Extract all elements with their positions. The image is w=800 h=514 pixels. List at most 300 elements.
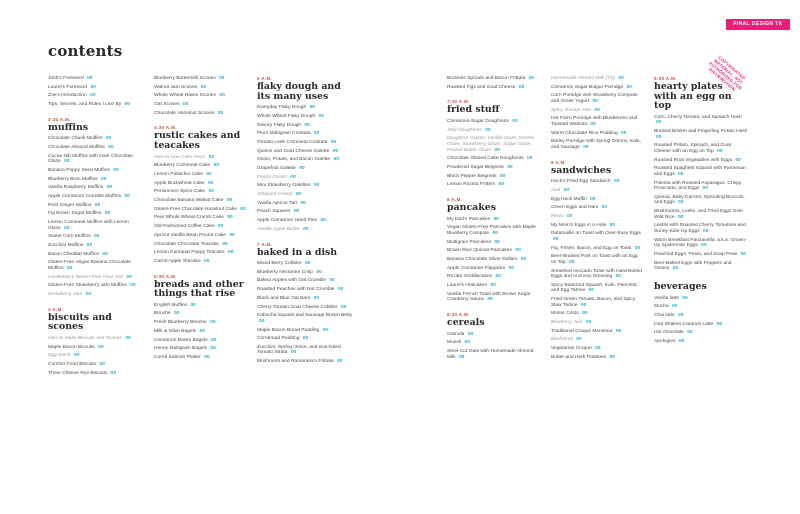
entry-title: Lemon Ricotta Fritters [447,182,496,188]
entry-title: Blueberry Bran Muffins [48,176,98,182]
toc-entry[interactable] [447,165,543,171]
page-number: 00 [656,134,662,140]
page-number: 00 [512,118,518,124]
entry-title: Corn, Cherry Tomato, and Spinach Hash [654,114,742,120]
toc-entry[interactable] [447,292,543,303]
page-number: 00 [309,105,316,111]
toc-entry[interactable] [551,76,643,82]
page-number: 00 [302,336,309,342]
section-time: 7 A.M. [257,241,273,247]
entry-title: Comfort Food Biscuits [48,362,97,368]
toc-entry[interactable] [154,215,246,221]
toc-entry[interactable] [154,355,246,361]
page-number: 00 [227,215,233,221]
toc-entry[interactable] [257,270,353,276]
page-number: 00 [64,159,70,165]
toc-entry[interactable] [48,283,143,289]
page-number: 00 [499,173,506,179]
toc-entry[interactable] [257,131,353,137]
entry-title: Apricot Vanilla Bean Pound Cake [154,232,226,238]
toc-entry[interactable] [654,158,748,164]
toc-entry[interactable] [551,337,643,343]
entry-title: Roasted Figs and Goat Cheese [447,84,516,90]
toc-entry[interactable] [48,234,143,240]
toc-entry[interactable] [48,336,143,342]
entry-title: My Mom's Eggs in a Hole [551,222,607,228]
toc-entry[interactable] [48,177,143,183]
toc-entry[interactable] [257,359,353,365]
toc-entry[interactable] [551,311,643,317]
page-number: 00 [494,147,500,153]
toc-entry[interactable] [48,168,143,174]
toc-entry[interactable] [257,218,353,224]
entry-title: Chocolate Glazed Cake Doughnuts [447,156,524,162]
toc-entry[interactable] [154,102,246,108]
entry-title: Mixed Berry Cobbler [257,261,302,267]
toc-entry[interactable] [257,201,353,207]
toc-entry[interactable] [447,119,543,125]
page-number: 00 [208,154,214,160]
entry-title: Cherry Tomato Goat Cheese Cobbler [257,304,338,310]
page-number: 00 [86,243,93,249]
toc-entry[interactable] [447,248,543,254]
toc-entry[interactable] [48,185,143,191]
page-number: 00 [290,174,296,180]
toc-entry[interactable] [48,345,143,351]
entry-title: Vanilla Apple Butter [257,226,300,232]
toc-entry[interactable] [257,345,353,356]
section-time: 4 A.M. [48,306,64,312]
toc-entry[interactable] [154,329,246,335]
entry-title: Aioli [551,187,561,193]
page-number: 00 [716,321,723,327]
toc-entry[interactable] [48,243,143,249]
entry-title: Fried Green Tomato, Bacon, and Spicy Slaw Tartine [551,297,636,308]
toc-entry[interactable] [654,223,748,234]
entry-title: Cinnamon-Sugar Doughnuts [447,118,509,124]
toc-entry[interactable] [154,303,246,309]
entry-title: Brioche [154,311,171,317]
entry-title: Banana Chocolate Silver Dollars [447,256,518,262]
toc-entry[interactable] [447,136,543,153]
entry-title: Hot chocolate [654,330,684,336]
page-number: 00 [341,304,347,310]
entry-title: Roasted Root Vegetables with Eggs [654,157,733,163]
entry-title: Carrot Apple Teacake [154,258,201,264]
toc-entry[interactable] [154,163,246,169]
toc-entry[interactable] [447,217,543,223]
page-number: 00 [200,84,207,90]
page-number: 00 [678,200,684,206]
toc-entry[interactable] [257,296,353,302]
page-number: 00 [113,168,119,173]
page-number: 00 [329,278,335,284]
toc-entry[interactable] [654,181,748,192]
toc-entry[interactable] [654,129,748,140]
page-number: 00 [464,340,470,346]
section-time: 4:30 A.M. [154,125,177,131]
toc-entry[interactable] [154,111,246,117]
toc-entry[interactable] [48,371,143,377]
toc-entry[interactable] [654,261,748,272]
toc-entry[interactable] [257,192,353,198]
toc-entry[interactable] [447,76,543,82]
toc-entry[interactable] [551,214,643,220]
toc-entry[interactable] [447,349,543,360]
entry-title: Cured Salmon Platter [154,354,201,360]
entry-title: Baked Apples with Oat Crumble [257,278,327,284]
page-number: 00 [487,297,493,303]
toc-entry[interactable] [551,231,643,242]
entry-title: Persimmon Spice Cake [154,189,206,195]
entry-title: Maple Bacon Bread Pudding [257,327,320,333]
entry-title: Butter and Herb Potatoes [551,354,607,360]
toc-entry[interactable] [154,172,246,178]
entry-title: Vanilla Raspberry Muffins [48,185,104,191]
entry-title: Laurel's Foreword [48,84,87,90]
toc-entry[interactable] [447,332,543,338]
entry-title: Zucchini, Spring Onion, and Sun-Dried Tomato Strata [257,344,341,356]
section-title: muffins [48,121,89,133]
entry-title: Vegan Gluten-Free Pancakes with Maple Blueberry Compote [447,225,536,236]
page-number: 00 [105,136,112,142]
page-number: 00 [717,148,723,154]
toc-entry[interactable] [551,131,643,137]
toc-entry[interactable] [654,209,748,220]
toc-entry[interactable] [154,320,246,326]
page-number: 00 [125,336,131,341]
page-number: 00 [173,311,180,317]
entry-title: Quinoa, Baby Carrots, Sprouting Broccoli, and Eggs [654,194,745,206]
toc-entry[interactable] [551,139,643,150]
toc-entry[interactable] [551,346,643,352]
section-title: fried stuff [447,104,500,116]
toc-entry[interactable] [551,283,643,294]
toc-column [551,76,643,364]
entry-title: Black Pepper Beignets [447,173,497,179]
toc-entry[interactable] [154,155,246,161]
entry-title: Chocolate Almond Muffins [48,145,105,151]
entry-title: Milk & Olive Bagels [154,328,197,334]
page-number: 00 [672,304,678,310]
toc-entry[interactable] [154,250,246,256]
page-number: 00 [240,206,246,212]
page-number: 00 [687,330,693,336]
page-number: 00 [199,328,205,334]
section-time: 3:30 A.M. [48,116,71,122]
entry-title: Mini Strawberry Galettes [257,183,311,189]
toc-entry[interactable] [154,259,246,265]
toc-entry[interactable] [551,85,643,91]
toc-entry[interactable] [154,224,246,230]
toc-entry[interactable] [447,240,543,246]
toc-entry[interactable] [257,105,353,111]
entry-title: English Muffins [154,302,188,308]
toc-entry[interactable] [654,313,748,319]
page-number: 00 [219,76,225,81]
entry-title: Zoe's Introduction [48,93,87,99]
toc-entry[interactable] [48,93,143,99]
toc-entry[interactable] [48,102,143,108]
toc-entry[interactable] [257,209,353,215]
toc-column [48,76,143,379]
toc-entry[interactable] [154,93,246,99]
toc-entry[interactable] [551,205,643,211]
entry-title: Honey Multigrain Bagels [154,346,208,352]
toc-entry[interactable] [447,274,543,280]
entry-title: Fig, Frisée, Bacon, and Egg on Toast [551,245,632,251]
toc-entry[interactable] [154,198,246,204]
toc-entry[interactable] [48,292,143,298]
toc-entry[interactable] [551,254,643,265]
page-number: 00 [583,144,589,150]
toc-entry[interactable] [654,143,748,154]
toc-entry[interactable] [447,174,543,180]
entry-title: Black and Blue Oat Bars [257,295,311,301]
toc-entry[interactable] [257,227,353,233]
entry-title: Traditional Croque Monsieur [551,328,613,334]
toc-entry[interactable] [257,175,353,181]
toc-entry[interactable] [48,252,143,258]
page-number: 00 [94,202,101,208]
toc-entry[interactable] [447,340,543,346]
toc-entry[interactable] [551,93,643,104]
toc-entry[interactable] [154,207,246,213]
toc-entry[interactable] [257,305,353,311]
page-number: 00 [90,84,96,90]
toc-entry[interactable] [551,223,643,229]
toc-entry[interactable] [257,336,353,342]
entry-title: Plum Multigrain Crostata [257,131,311,137]
toc-entry[interactable] [447,257,543,263]
toc-entry[interactable] [654,330,748,336]
page-number: 00 [626,84,632,90]
page-number: 00 [126,274,132,280]
entry-title: Tomato Leek Cornmeal Crostata [257,139,328,145]
toc-entry[interactable] [551,197,643,203]
entry-title: Whole Wheat Raisin Scones [154,93,216,99]
page-number: 00 [582,311,588,317]
entry-title: Lemon Kumquat Poppy Teacake [154,250,225,256]
toc-entry[interactable] [551,179,643,185]
page-number: 00 [634,245,641,251]
entry-title: Bacon Cheddar Muffins [48,251,100,257]
page-number: 00 [313,295,320,301]
toc-entry[interactable] [551,355,643,361]
page-number: 00 [682,295,688,301]
toc-entry[interactable] [257,140,353,146]
section-title: pancakes [447,201,496,213]
entry-title: Chocolate Chocolate Teacake [154,241,219,247]
section-time: 9 A.M. [551,159,567,165]
toc-entry[interactable] [48,275,143,281]
toc-entry[interactable] [447,225,543,236]
toc-entry[interactable] [257,157,353,163]
entry-title: Warm Chocolate Rice Pudding [551,130,618,136]
toc-entry[interactable] [551,320,643,326]
entry-title: Apple Cinnamon Hand Pies [257,218,318,224]
toc-entry[interactable] [48,85,143,91]
page-number: 00 [588,288,594,294]
entry-title: Pastry Cream [257,174,287,180]
toc-entry[interactable] [654,238,748,249]
toc-entry[interactable] [154,311,246,317]
toc-entry[interactable] [447,283,543,289]
page-number: 00 [64,225,70,231]
entry-title: Oat Scones [154,102,180,108]
entry-title: Banana Poppy Seed Muffins [48,168,110,173]
toc-entry[interactable] [551,116,643,127]
entry-title: Blueberry Jam [551,320,583,326]
page-number: 00 [490,282,496,288]
section-title: biscuits and scones [48,311,112,333]
toc-entry[interactable] [447,156,543,162]
page-number: 00 [621,130,627,136]
page-number: 00 [106,185,113,191]
toc-entry[interactable] [257,313,353,324]
page-number: 00 [576,337,582,343]
toc-entry[interactable] [154,242,246,248]
toc-column [447,76,543,363]
page-number: 00 [313,131,320,137]
toc-entry[interactable] [154,189,246,195]
toc-entry[interactable] [654,322,748,328]
toc-entry[interactable] [257,114,353,120]
page-number: 00 [615,328,622,334]
entry-title: Cornbread Pudding [257,336,300,342]
toc-entry[interactable] [654,304,748,310]
entry-title: Mushroom and Romanesco Frittata [257,359,334,365]
toc-entry[interactable] [551,329,643,335]
toc-entry[interactable] [654,339,748,345]
page-number: 00 [678,214,684,220]
toc-entry[interactable] [447,266,543,272]
toc-entry[interactable] [551,269,643,280]
page-number: 00 [528,76,535,81]
entry-title: Blueberry Buttermilk Scones [154,76,216,81]
entry-title: Josh's Foreword [48,76,84,81]
toc-entry[interactable] [154,181,246,187]
entry-title: Homemade Almond Milk (TK) [551,76,615,81]
entry-title: How to Make Biscuits and Scones [48,336,122,341]
page-number: 00 [217,224,224,230]
toc-entry[interactable] [48,154,143,165]
toc-entry[interactable] [48,76,143,82]
page-number: 00 [590,121,596,127]
toc-entry[interactable] [551,108,643,114]
toc-entry[interactable] [257,261,353,267]
toc-entry[interactable] [257,166,353,172]
entry-title: Cocoa Nib Muffins with Dark Chocolate Glaze [48,153,133,165]
page-number: 00 [318,113,324,119]
section-title: beverages [654,280,707,292]
toc-entry[interactable] [257,278,353,284]
page-number: 00 [313,183,320,189]
entry-title: Egg Wash [48,353,71,359]
toc-entry[interactable] [654,252,748,258]
entry-title: Lemon Cornmeal Muffins with Lemon Glaze [48,220,129,231]
page-number: 00 [332,148,339,154]
entry-title: Spicy Butternut Squash, Kale, Pancetta, and Egg Tartine [551,282,638,294]
toc-entry[interactable] [447,85,543,91]
entry-title: Everyday Flaky Dough [257,105,307,111]
toc-entry[interactable] [654,166,748,177]
toc-entry[interactable] [154,338,246,344]
toc-entry[interactable] [48,362,143,368]
page-number: 00 [337,359,343,365]
toc-entry[interactable] [654,115,748,126]
section-title: breads and other things that rise [154,278,244,300]
toc-entry[interactable] [48,220,143,231]
page-number: 00 [485,127,491,133]
entry-title: Laurel's Hoecakes [447,282,488,288]
page-number: 00 [735,157,741,163]
toc-entry[interactable] [257,149,353,155]
page-number: 00 [601,205,608,211]
toc-entry[interactable] [447,128,543,134]
toc-entry[interactable] [257,123,353,129]
page-number: 00 [493,216,499,222]
toc-entry[interactable] [551,188,643,194]
entry-title: Braised Brisket and Fingerling Potato Hash [654,129,748,135]
entry-title: Savory Flaky Dough [257,122,302,128]
entry-title: Egg Huck Muffin [551,196,587,202]
toc-entry[interactable] [654,296,748,302]
entry-title: Green Eggs and Ham [551,205,599,211]
toc-entry[interactable] [48,145,143,151]
toc-entry[interactable] [48,203,143,209]
entry-title: Blueberry Cornmeal Cake [154,163,211,169]
toc-entry[interactable] [154,76,246,82]
entry-title: Apple Cinnamon Crumble Muffins [48,194,122,200]
entry-title: Iced Shaken Caramel Latte [654,321,714,327]
entry-title: Beer-Baked Eggs with Peppers and Onions [654,260,732,272]
page-number: 00 [656,120,662,126]
toc-entry[interactable] [154,85,246,91]
toc-entry[interactable] [154,346,246,352]
page-number: 00 [207,180,214,186]
page-number: 00 [210,320,216,326]
toc-entry[interactable] [48,136,143,142]
toc-entry[interactable] [154,233,246,239]
page-number: 00 [124,102,131,108]
entry-title: Mocha [654,304,669,310]
toc-entry[interactable] [257,183,353,189]
page-number: 00 [93,234,100,240]
entry-title: Whole Wheat Flaky Dough [257,113,316,119]
page-number: 00 [701,243,707,249]
toc-entry[interactable] [551,246,643,252]
toc-entry[interactable] [551,297,643,308]
entry-title: Strawberry Jam [48,292,83,298]
entry-title: Ricotta Griddlecakes [447,274,493,280]
toc-entry[interactable] [257,328,353,334]
toc-entry[interactable] [48,194,143,200]
page-number: 00 [520,256,527,262]
toc-entry[interactable] [48,211,143,217]
page-number: 00 [615,274,621,280]
page-number: 00 [590,196,596,202]
toc-entry[interactable] [48,353,143,359]
toc-entry[interactable] [48,260,143,271]
entry-title: Corn Porridge with Strawberry Compote and Greek Yogurt [551,93,638,104]
toc-entry[interactable] [447,182,543,188]
page-number: 00 [98,344,104,350]
page-number: 00 [130,283,136,289]
toc-entry[interactable] [654,195,748,206]
entry-title: Three Cheese Rye Biscuits [48,370,108,376]
toc-entry[interactable] [257,287,353,293]
